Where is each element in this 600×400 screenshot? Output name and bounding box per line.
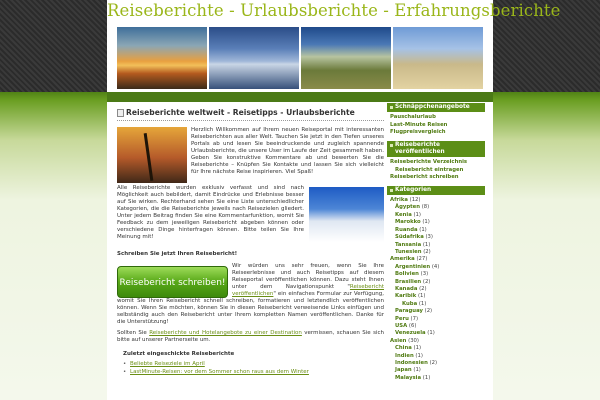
page-container [107,0,561,400]
category-link[interactable]: Brasilien [395,278,422,285]
list-item [390,167,485,174]
second-paragraph: Alle Reiseberichte wurden exklusiv verfasst und sind nach Möglichkeit auch bebildert, damit Eindrücke und Erlebnisse besser auf Sie wirken. Rechterhand sehen Sie eine Liste unterschiedlicher Kategorien, die die Reiseberichte jeweils nach Reisezielen gliedert. Unter jedem Beitrag finden Sie eine Kommentarfunktion, womit Sie Feedback zu dem jeweiligen Reisebericht abgeben können oder verschiedene Dinge hinterfragen können. Bitte teilen Sie Ihre Meinung mit! [117,185,304,240]
main-content [117,108,384,400]
recent-reports-heading: Zuletzt eingeschickte Reiseberichte [123,351,235,357]
categories-list [387,197,485,382]
category-link[interactable]: Asien [390,337,407,344]
category-count: (2) [419,285,427,292]
site-title[interactable]: Reiseberichte - Urlaubsberichte - Erfahrungsberichte [107,1,561,20]
list-item [123,369,384,376]
deal-link-package[interactable]: Pauschalurlaub [390,114,436,121]
write-text-part-2: " ein einfaches Formular zur Verfügung, womit Sie Ihren Reisebericht schnell schreiben, formatieren und letztendlich veröffentlichen können. Wenn Sie möchten, können Sie in diesen Reisebericht verweisende Links einfügen und selbständig auch den Reisebericht unter Ihrem kompletten Namen veröffentlichen. Danke für die Unterstützung! [117,291,384,325]
intro-paragraph: Herzlich Willkommen auf Ihrem neuen Reiseportal mit interessanten Reiseberichten aus aller Welt. Tauchen Sie jetzt in den Tiefen unseres Portals ab und lesen Sie beeindruckende und zugleich spannende Urlaubsberichte, die unsere User im Laufe der Zeit gesammelt haben. Geben Sie konstruktive Kommentare ab und bewerten Sie die Reiseberichte – Knüpfen Sie Kontakte und lassen Sie sich vielleicht für Ihre nächste Reise inspirieren. Viel Spaß! [191,127,384,175]
categories-heading: Kategorien [387,186,485,195]
category-item [390,204,485,211]
category-count: (2) [422,278,431,285]
partner-text-part-2: vermissen, schauen Sie sich bitte auf unserer Partnerseite um. [117,330,384,343]
category-count: (1) [413,345,422,352]
sidebar [387,103,485,400]
category-item [390,256,485,263]
partner-link[interactable]: Reiseberichte und Hotelangebote zu einer Destination [149,330,302,336]
list-item [390,122,485,129]
category-link[interactable]: Marokko [395,219,421,226]
category-item [390,338,485,345]
publish-list [387,159,485,181]
deal-link-flights[interactable]: Flugpreisvergleich [390,129,446,136]
document-icon [117,109,124,117]
category-link[interactable]: Tansania [395,241,422,248]
category-count: (1) [413,211,421,218]
category-count: (1) [413,367,421,374]
publish-link-write[interactable]: Reisebericht schreiben [390,174,459,181]
category-count: (2) [424,308,433,315]
category-item [390,367,485,374]
category-link[interactable]: Bolivien [395,271,419,278]
field-photo [301,27,391,89]
category-link[interactable]: Afrika [390,197,408,204]
category-count: (1) [417,293,426,300]
category-count: (3) [420,271,429,278]
recent-reports-list [123,361,384,376]
category-count: (12) [409,197,421,204]
list-item [123,361,384,368]
category-link[interactable]: Paraguay [395,308,423,315]
category-link[interactable]: Venezuela [395,330,426,337]
category-item [390,249,485,256]
category-count: (1) [427,330,435,337]
sunset-photo [117,27,207,89]
category-item [390,308,485,315]
category-item [390,301,485,308]
category-count: (1) [418,300,427,307]
category-link[interactable]: Malaysia [395,374,422,381]
write-text-part-1: Wir würden uns sehr freuen, wenn Sie Ihre Reiseerlebnisse und auch Reisetipps auf diesem Reiseportal veröffentlichen können. Dazu steht Ihnen unter dem Navigationspunkt " [232,263,384,290]
category-count: (1) [422,241,431,248]
category-link[interactable]: Tunesien [395,248,422,255]
category-item [390,323,485,330]
post-title[interactable] [117,108,384,121]
category-count: (8) [421,204,430,211]
post-title-text[interactable]: Reiseberichte weltweit - Reisetipps - Urlaubsberichte [126,108,355,117]
nav-bar [107,92,493,102]
category-item [390,264,485,271]
category-item [390,293,485,300]
list-item [390,174,485,181]
category-link[interactable]: Karibik [395,293,417,300]
category-item [390,227,485,234]
list-item [390,129,485,136]
category-item [390,219,485,226]
category-item [390,242,485,249]
partner-text-part-1: Sollten Sie [117,330,150,336]
category-count: (1) [419,226,427,233]
palm-beach-photo [117,127,187,183]
recent-report-link[interactable]: Beliebte Reiseziele im April [130,361,205,367]
category-link[interactable]: Peru [395,315,409,322]
list-item [390,114,485,121]
category-link[interactable]: Amerika [390,256,415,263]
category-link[interactable]: Südafrika [395,234,424,241]
category-count: (2) [429,360,438,366]
category-item [390,279,485,286]
deals-heading: Schnäppchenangebote [387,103,485,112]
deal-link-lastminute[interactable]: Last-Minute Reisen [390,121,448,128]
partner-paragraph [117,330,384,344]
deals-list [387,114,485,136]
category-count: (6) [408,322,417,329]
category-item [390,271,485,278]
category-item [390,286,485,293]
publish-heading: Reiseberichte veröffentlichen [387,141,485,158]
category-item [390,353,485,360]
category-link[interactable]: China [395,345,412,352]
recent-report-link[interactable]: LastMinute-Reisen: vor dem Sommer schon raus aus dem Winter [130,369,309,375]
category-item [390,212,485,219]
category-link[interactable]: Argentinien [395,263,431,270]
category-link[interactable]: Ruanda [395,226,418,233]
category-count: (1) [415,352,423,359]
category-link[interactable]: Kenia [395,211,412,218]
publish-link-directory[interactable]: Reiseberichte Verzeichnis [390,159,468,166]
category-count: (7) [410,315,419,322]
category-count: (3) [425,234,433,241]
category-link[interactable]: Kuba [402,300,418,307]
category-link[interactable]: USA [395,322,408,329]
publish-report-link[interactable]: Reisebericht veröffentlichen [232,284,384,297]
category-item [390,360,485,367]
snow-mountain-photo [309,187,384,242]
category-link[interactable]: Kanada [395,285,418,292]
category-item [390,330,485,337]
category-count: (1) [422,219,430,226]
write-report-section [117,263,384,326]
write-report-heading: Schreiben Sie jetzt Ihren Reisebericht! [117,251,238,257]
category-item [390,234,485,241]
category-item [390,316,485,323]
list-item [390,159,485,166]
category-count: (4) [431,263,440,270]
publish-link-submit[interactable]: Reisebericht eintragen [395,166,464,173]
category-count: (1) [422,374,431,381]
lake-photo [209,27,299,89]
header-photo-banner [117,27,483,89]
category-count: (27) [416,256,428,263]
category-item [390,375,485,382]
grass-photo [393,27,483,89]
category-count: (30) [408,337,419,344]
write-report-button[interactable]: Reisebericht schreiben! [117,266,228,298]
category-item [390,345,485,352]
category-link[interactable]: Indonesien [395,360,428,366]
category-link[interactable]: Indien [395,352,414,359]
category-link[interactable]: Ägypten [395,204,421,211]
category-link[interactable]: Japan [395,367,412,374]
category-count: (2) [423,248,431,255]
